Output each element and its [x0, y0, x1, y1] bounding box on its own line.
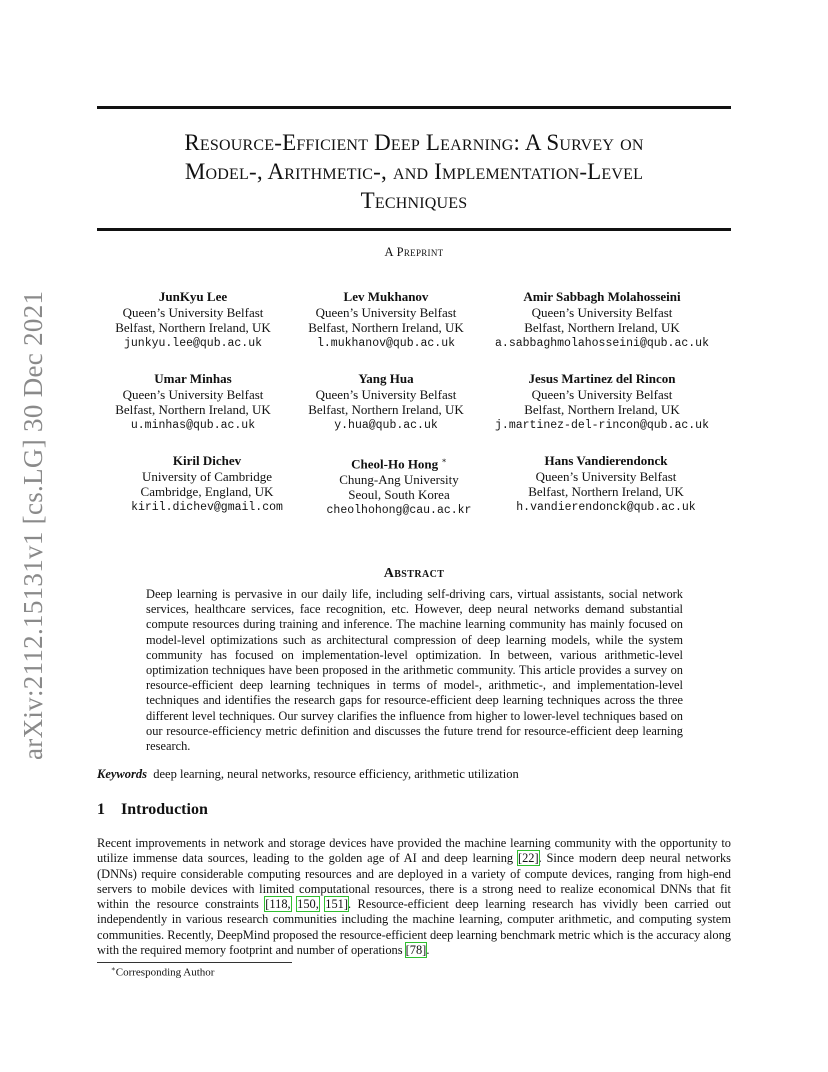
keywords-text: deep learning, neural networks, resource efficiency, arithmetic utilization — [153, 767, 519, 781]
author-block — [308, 371, 464, 433]
author-affiliation: Queen’s University Belfast — [535, 468, 677, 484]
abstract-heading: Abstract — [383, 566, 445, 581]
title-line-2: Model-, Arithmetic-, and Implementation-Level — [184, 159, 644, 184]
footnote-mark: ∗ — [111, 965, 116, 973]
author-name: Kiril Dichev — [172, 453, 242, 468]
abstract-text: Deep learning is pervasive in our daily life, including self-driving cars, virtual assistants, social network services, healthcare services, face recognition, etc. However, deep neural networks demand substantial compute resources during training and inference. The machine learning community has mainly focused on model-level optimizations such as architectural compression of deep learning models, while the system community has focused on implementation-level optimization. In between, various arithmetic-level optimization techniques have been proposed in the arithmetic community. This article provides a survey on resource-efficient deep learning techniques in terms of model-, arithmetic-, and implementation-level techniques and identifies the research gaps for resource-efficient deep learning techniques across the three different level techniques. Our survey clarifies the influence from higher to lower-level techniques based on our resource-efficiency metric definition and discusses the future trend for resource-efficient deep learning research. — [146, 587, 683, 754]
author-email[interactable]: cheolhohong@cau.ac.kr — [326, 503, 472, 517]
author-location: Belfast, Northern Ireland, UK — [524, 320, 680, 335]
intro-text: . Resource-efficient deep learning research has vividly been carried out independently in various research communities including the machine learning, computer arithmetic, and computing system communities. Recently, DeepMind proposed the resource-efficient deep learning benchmark metric which is the accuracy along with the required memory footprint and number of operations — [97, 897, 731, 958]
author-email[interactable]: j.martinez-del-rincon@qub.ac.uk — [495, 418, 709, 432]
author-location: Cambridge, England, UK — [140, 484, 274, 499]
author-block — [115, 371, 271, 433]
citation-link[interactable]: 150, — [297, 897, 319, 912]
author-affiliation: Queen’s University Belfast — [531, 386, 673, 402]
title-bottom-rule — [97, 228, 731, 231]
citation-link[interactable]: [22] — [517, 851, 539, 866]
footnote-text: Corresponding Author — [115, 966, 215, 979]
author-name: Hans Vandierendonck — [544, 453, 668, 468]
preprint-label: A Preprint — [384, 245, 444, 259]
author-email[interactable]: kiril.dichev@gmail.com — [131, 500, 283, 514]
author-block — [327, 453, 472, 518]
citation-link[interactable]: [118, — [265, 897, 291, 912]
introduction-paragraph — [97, 836, 731, 958]
intro-text: . — [426, 943, 430, 958]
title-line-1: Resource-Efficient Deep Learning: A Survey on — [184, 130, 644, 155]
footnote-rule — [97, 962, 292, 963]
author-location: Belfast, Northern Ireland, UK — [115, 320, 271, 335]
author-name: JunKyu Lee — [158, 289, 228, 304]
author-email[interactable]: junkyu.lee@qub.ac.uk — [123, 336, 263, 350]
section-number: 1 — [97, 801, 105, 818]
keywords-label: Keywords — [97, 767, 147, 781]
author-location: Belfast, Northern Ireland, UK — [528, 484, 684, 499]
footnote — [111, 965, 214, 979]
author-location: Seoul, South Korea — [348, 487, 450, 503]
section-heading — [97, 801, 208, 819]
author-affiliation: Queen’s University Belfast — [315, 304, 457, 320]
author-location: Belfast, Northern Ireland, UK — [308, 402, 464, 417]
arxiv-identifier: arXiv:2112.15131v1 [cs.LG] 30 Dec 2021 — [18, 290, 48, 760]
corresponding-author-mark: ∗ — [441, 456, 447, 465]
intro-text: Recent improvements in network and storage devices have provided the machine learning community with the opportunity to utilize immense data sources, leading to the golden age of AI and deep learning — [97, 836, 731, 866]
author-block — [131, 453, 283, 515]
author-block — [115, 289, 271, 351]
author-affiliation: Queen’s University Belfast — [122, 386, 264, 402]
author-email[interactable]: h.vandierendonck@qub.ac.uk — [516, 500, 696, 514]
author-location: Belfast, Northern Ireland, UK — [115, 402, 271, 417]
author-affiliation: University of Cambridge — [142, 468, 272, 484]
author-block — [495, 371, 709, 433]
author-block — [308, 289, 464, 351]
author-name: Amir Sabbagh Molahosseini — [523, 289, 681, 304]
author-affiliation: Queen’s University Belfast — [315, 386, 457, 402]
author-location: Belfast, Northern Ireland, UK — [524, 402, 680, 417]
author-affiliation: Queen’s University Belfast — [122, 304, 264, 320]
title-line-3: Techniques — [360, 188, 468, 213]
author-name: Yang Hua — [358, 371, 414, 386]
section-title: Introduction — [121, 801, 208, 818]
author-name: Cheol-Ho Hong ∗ — [351, 456, 447, 472]
citation-link[interactable]: [78] — [405, 943, 427, 958]
author-affiliation: Queen’s University Belfast — [531, 304, 673, 320]
author-email[interactable]: l.mukhanov@qub.ac.uk — [316, 336, 456, 350]
author-name: Jesus Martinez del Rincon — [528, 371, 676, 386]
author-affiliation: Chung-Ang University — [339, 471, 459, 487]
author-name: Lev Mukhanov — [343, 289, 429, 304]
author-email[interactable]: a.sabbaghmolahosseini@qub.ac.uk — [495, 336, 709, 350]
keywords — [97, 767, 731, 782]
author-email[interactable]: y.hua@qub.ac.uk — [334, 418, 438, 432]
citation-link[interactable]: 151] — [325, 897, 348, 912]
author-name: Umar Minhas — [154, 371, 232, 386]
title-top-rule — [97, 106, 731, 109]
author-location: Belfast, Northern Ireland, UK — [308, 320, 464, 335]
paper-title — [97, 128, 731, 215]
intro-text: . Since modern deep neural networks (DNNs) require considerable computing resources and are deployed in a variety of compute devices, ranging from high-end servers to mobile devices with limited computational resources, there is a strong need to realize economical DNNs that fit within the resource constraints — [97, 851, 731, 912]
author-block — [516, 453, 695, 515]
author-block — [495, 289, 709, 351]
author-email[interactable]: u.minhas@qub.ac.uk — [130, 418, 256, 432]
